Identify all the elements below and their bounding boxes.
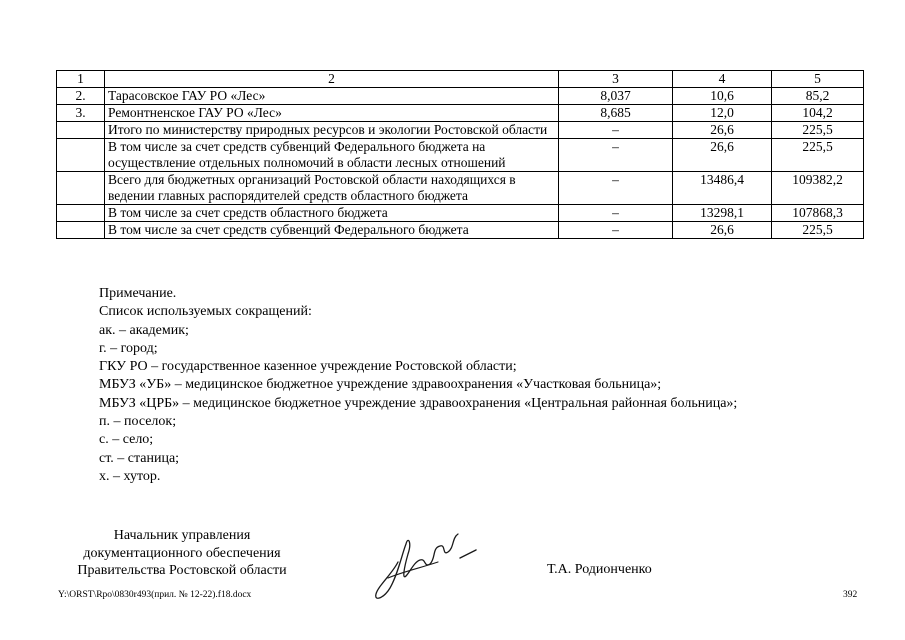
abbreviation-item: х. – хутор.: [99, 468, 161, 484]
table-row: [57, 105, 864, 122]
table-row: [57, 88, 864, 105]
row-value: –: [559, 139, 673, 172]
notes-title: Примечание.: [99, 286, 177, 301]
row-value: 10,6: [673, 88, 772, 105]
row-number: [57, 172, 105, 205]
row-value: 85,2: [772, 88, 864, 105]
notes-section: [99, 285, 737, 486]
table-row: [57, 205, 864, 222]
abbreviation-item: с. – село;: [99, 432, 154, 448]
row-name: В том числе за счет средств областного бюджета: [105, 205, 559, 222]
row-number: 2.: [57, 88, 105, 105]
handwritten-signature: [368, 522, 480, 604]
row-value: 104,2: [772, 105, 864, 122]
abbreviation-item: ст. – станица;: [99, 450, 180, 466]
signatory-title: [55, 527, 309, 580]
header-cell: 1: [57, 71, 105, 88]
row-name: В том числе за счет средств субвенций Федерального бюджета: [105, 222, 559, 239]
header-cell: 4: [673, 71, 772, 88]
abbreviations-title: Список используемых сокращений:: [99, 304, 312, 320]
header-cell: 3: [559, 71, 673, 88]
row-name: В том числе за счет средств субвенций Федерального бюджета на осуществление отдельных полномочий в области лесных отношений: [105, 139, 559, 172]
row-value: –: [559, 205, 673, 222]
row-number: [57, 205, 105, 222]
page-number: 392: [843, 590, 858, 600]
row-value: –: [559, 222, 673, 239]
row-value: 109382,2: [772, 172, 864, 205]
signatory-title-line: документационного обеспечения: [83, 545, 281, 561]
row-value: 8,685: [559, 105, 673, 122]
abbreviation-item: п. – поселок;: [99, 414, 177, 430]
signatory-name: Т.А. Родионченко: [547, 562, 652, 577]
row-value: –: [559, 122, 673, 139]
row-name: Всего для бюджетных организаций Ростовской области находящихся в ведении главных распорядителей средств областного бюджета: [105, 172, 559, 205]
row-name: Итого по министерству природных ресурсов и экологии Ростовской области: [105, 122, 559, 139]
table-row: [57, 222, 864, 239]
abbreviation-item: МБУЗ «УБ» – медицинское бюджетное учреждение здравоохранения «Участковая больница»;: [99, 377, 662, 393]
row-value: 225,5: [772, 122, 864, 139]
signatory-title-line: Правительства Ростовской области: [77, 563, 287, 578]
table-row: [57, 122, 864, 139]
file-path: Y:\ORST\Rpo\0830r493(прил. № 12-22).f18.docx: [58, 590, 252, 600]
budget-table: [56, 70, 864, 239]
row-number: [57, 222, 105, 239]
row-number: [57, 122, 105, 139]
abbreviation-item: МБУЗ «ЦРБ» – медицинское бюджетное учреждение здравоохранения «Центральная районная больница»;: [99, 395, 738, 411]
signatory-title-line: Начальник управления: [113, 528, 251, 543]
row-value: 26,6: [673, 222, 772, 239]
row-value: 8,037: [559, 88, 673, 105]
row-number: [57, 139, 105, 172]
row-name: Ремонтненское ГАУ РО «Лес»: [105, 105, 559, 122]
row-value: 26,6: [673, 139, 772, 172]
row-value: 225,5: [772, 222, 864, 239]
table-row: [57, 172, 864, 205]
row-value: 13298,1: [673, 205, 772, 222]
row-name: Тарасовское ГАУ РО «Лес»: [105, 88, 559, 105]
header-cell: 2: [105, 71, 559, 88]
row-value: 13486,4: [673, 172, 772, 205]
row-value: –: [559, 172, 673, 205]
abbreviation-item: ак. – академик;: [99, 322, 189, 338]
row-value: 225,5: [772, 139, 864, 172]
abbreviation-item: г. – город;: [99, 340, 158, 356]
table-header-row: [57, 71, 864, 88]
row-value: 107868,3: [772, 205, 864, 222]
row-number: 3.: [57, 105, 105, 122]
row-value: 26,6: [673, 122, 772, 139]
abbreviation-item: ГКУ РО – государственное казенное учреждение Ростовской области;: [99, 359, 517, 375]
header-cell: 5: [772, 71, 864, 88]
row-value: 12,0: [673, 105, 772, 122]
table-row: [57, 139, 864, 172]
